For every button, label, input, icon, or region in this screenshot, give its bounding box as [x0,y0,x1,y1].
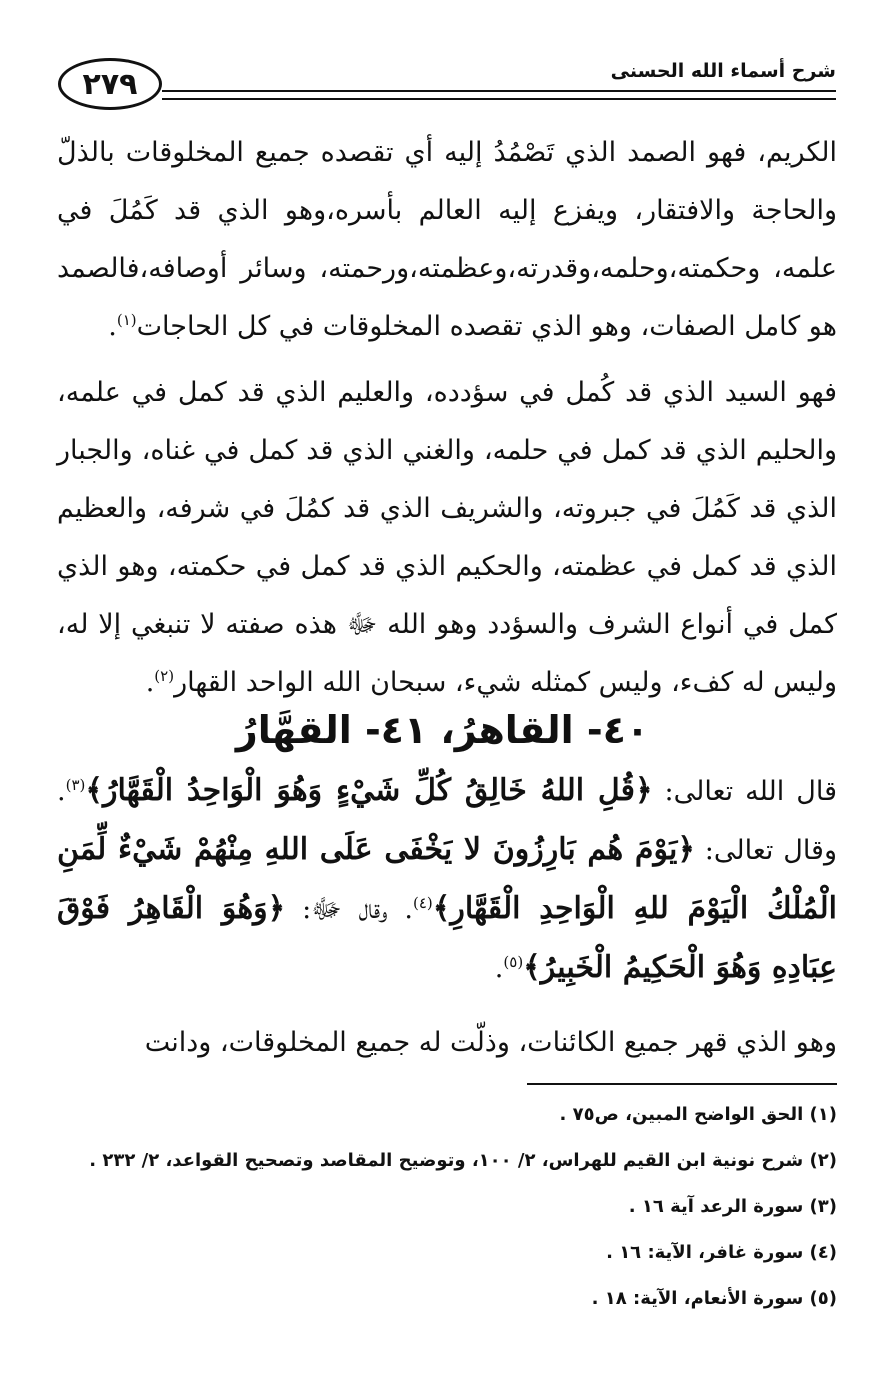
footnote-5: (٥) سورة الأنعام، الآية: ١٨ . [591,1288,837,1309]
footnote-2: (٢) شرح نونية ابن القيم للهراس، ٢/ ١٠٠، وتوضيح المقاصد وتصحيح القواعد، ٢/ ٢٣٢ . [89,1150,837,1171]
header-rule [162,90,836,100]
verses-block [57,762,837,998]
quran-verse-1: ﴿قُلِ اللهُ خَالِقُ كُلِّ شَيْءٍ وَهُوَ الْوَاحِدُ الْقَهَّارُ﴾ [85,773,653,808]
verse-end-3: . [494,953,504,984]
page-header [58,58,836,128]
footnotes [57,1092,837,1322]
footnote-4: (٤) سورة غافر، الآية: ١٦ . [606,1242,837,1263]
verse-intro-1: قال الله تعالى: [664,776,837,807]
footnote-ref-3: (٣) [65,776,86,794]
quran-verse-3: ﴿وَهُوَ الْقَاهِرُ فَوْقَ عِبَادِهِ وَهُوَ الْحَكِيمُ الْخَبِيرُ﴾ [57,891,837,985]
running-title: شرح أسماء الله الحسنى [610,60,836,82]
quran-verse-2: ﴿يَوْمَ هُم بَارِزُونَ لا يَخْفَى عَلَى اللهِ مِنْهُمْ شَيْءٌ لِّمَنِ الْمُلْكُ الْيَوْمَ للهِ الْوَاحِدِ الْقَهَّارِ﴾ [57,832,837,926]
verse-end-1: . [57,776,66,807]
footnote-3: (٣) سورة الرعد آية ١٦ . [628,1196,837,1217]
paragraph-3-text: وهو الذي قهر جميع الكائنات، وذلّت له جميع المخلوقات، ودانت [144,1027,837,1058]
paragraph-1-end: . [108,311,117,342]
paragraph-3 [57,1014,837,1072]
footnote-ref-4: (٤) [412,894,433,912]
paragraph-1 [57,124,837,356]
footnote-ref-1: (١) [116,311,137,329]
footnote-1: (١) الحق الواضح المبين، ص٧٥ . [559,1104,837,1125]
paragraph-2 [57,364,837,712]
page-number: ٢٧٩ [58,58,162,110]
verse-intro-3: . وقال ﷻ: [302,894,413,925]
paragraph-2-end: . [145,667,155,698]
footnote-ref-5: (٥) [503,953,524,971]
verse-intro-2: وقال تعالى: [704,835,837,866]
footnote-ref-2: (٢) [154,667,175,685]
paragraph-2-text: فهو السيد الذي قد كُمل في سؤدده، والعليم الذي قد كمل في علمه، والحليم الذي قد كمل في حلمه، والغني الذي قد كمل في غناه، والجبار الذي قد كَمُلَ في جبروته، والشريف الذي قد كمُلَ في شرفه، والعظيم الذي قد كمل في عظمته، والحكيم الذي قد كمل في حكمته، وهو الذي كمل في أنواع الشرف والسؤدد وهو الله ﷻ هذه صفته لا تنبغي إلا له، وليس له كفء، وليس كمثله شيء، سبحان الله الواحد القهار [57,377,837,698]
section-heading: ٤٠- القاهرُ، ٤١- القهَّارُ [235,708,650,752]
footnote-divider [527,1083,837,1085]
paragraph-1-text: الكريم، فهو الصمد الذي تَصْمُدُ إليه أي تقصده جميع المخلوقات بالذلّ والحاجة والافتقار، ويفزع إليه العالم بأسره،وهو الذي قد كَمُلَ في علمه، وحكمته،وحلمه،وقدرته،وعظمته،ورحمته، وسائر أوصافه،فالصمد هو كامل الصفات، وهو الذي تقصده المخلوقات في كل الحاجات [57,137,837,342]
